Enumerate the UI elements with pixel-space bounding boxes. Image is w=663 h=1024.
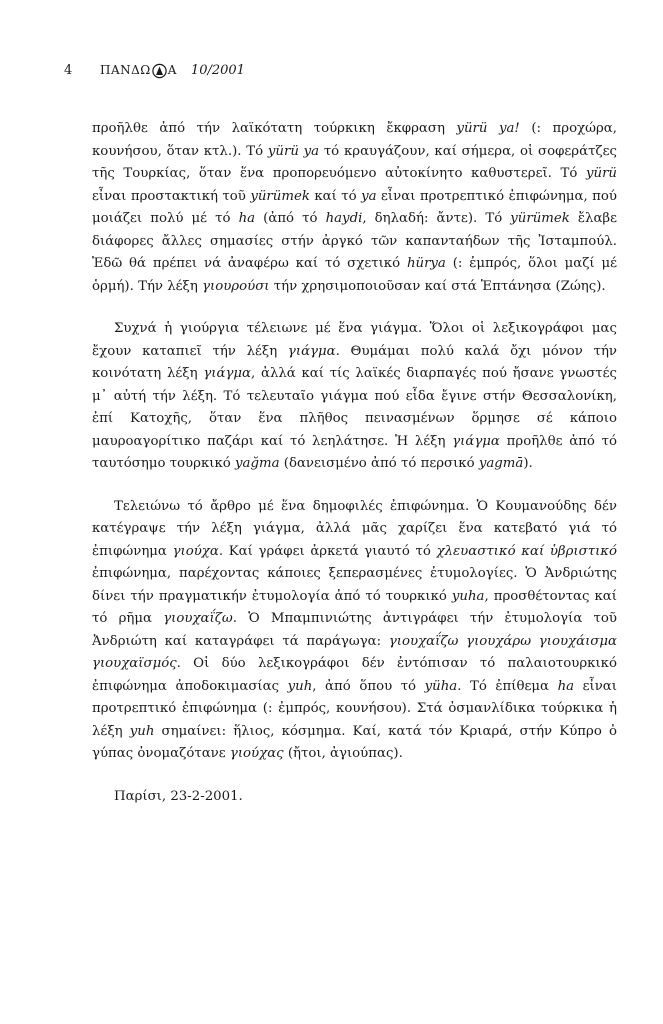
italic-term: γιάγμα: [287, 343, 336, 359]
text-run: . Οἱ δύο λεξικογράφοι δέν ἐντόπισαν τό παλαιοτουρκικό ἐπιφώνημα ἀποδοκιμασίας: [92, 656, 617, 694]
text-run: (δανεισμένο ἀπό τό περσικό: [279, 456, 479, 471]
italic-term: yürümek: [510, 211, 570, 226]
paragraph: [92, 118, 617, 298]
text-run: (ἀπό τό: [255, 211, 326, 226]
text-run: εἶναι προστακτική τοῦ: [92, 188, 251, 204]
italic-term: yagmā: [478, 456, 524, 471]
italic-term: hürya: [406, 256, 446, 271]
page-number: 4: [64, 63, 73, 78]
text-run: . Τό ἐπίθεμα: [457, 678, 558, 694]
text-run: τό κραυγάζουν, καί σήμερα, οἱ σοφεράτζες τῆς Τουρκίας, ὅταν ἕνα προπορευόμενο αὐτοκίνητο καθυστερεῖ. Τό: [92, 143, 617, 181]
text-run: προῆλθε ἀπό τό ταυτόσημο τουρκικό: [92, 433, 618, 471]
italic-term: γιάγμα: [203, 366, 252, 381]
italic-term: yürü ya: [267, 143, 320, 159]
text-run: . Καί γράφει ἀρκετά γιαυτό τό: [218, 543, 437, 559]
italic-term: yuh: [129, 723, 155, 739]
article-body: [92, 118, 617, 808]
text-run: Συχνά ἡ γιούργια τέλειωνε μέ ἕνα γιάγμα. Ὅλοι οἱ λεξικογράφοι μας ἔχουν καταπιεῖ τήν λέξη: [92, 321, 617, 359]
journal-title-right: Α: [167, 63, 177, 77]
text-run: ἔλαβε διάφορες ἄλλες σημασίες στήν ἀργκό τῶν καπανταήδων τῆς Ἰσταμπούλ. Ἐδῶ θά πρέπει νά ἀναφέρω καί τό σχετικό: [92, 211, 617, 271]
text-run: εἶναι προτρεπτικό ἐπιφώνημα (: ἐμπρός, κουνήσου). Στά ὀσμανλίδικα τούρκικα ἡ λέξη: [92, 678, 617, 739]
text-run: , ἀπό ὅπου τό: [312, 678, 425, 694]
text-run: προῆλθε ἀπό τήν λαϊκότατη τούρκικη ἔκφραση: [92, 121, 457, 136]
paragraph: [92, 318, 617, 476]
italic-term: ya: [361, 188, 377, 204]
italic-term: γιουχαΐζω γιουχάρω γιουχάισμα γιουχαϊσμός: [92, 633, 617, 671]
italic-term: γιούχα: [172, 543, 219, 559]
text-run: (ἤτοι, ἀγιούπας).: [283, 746, 403, 761]
text-run: σημαίνει: ἥλιος, κόσμημα. Καί, κατά τόν Κριαρά, στήν Κύπρο ὁ γύπας ὀνομαζότανε: [92, 723, 617, 761]
running-header: [64, 62, 245, 79]
paragraph: [92, 496, 617, 766]
italic-term: γιουρούσι: [202, 278, 270, 294]
italic-term: γιάγμα: [452, 433, 500, 449]
italic-term: ha: [238, 211, 256, 226]
italic-term: yürü: [586, 166, 617, 181]
italic-term: yürü ya!: [456, 121, 520, 136]
journal-title-left: ΠΑΝΔΩ: [100, 63, 151, 77]
italic-term: yağma: [235, 456, 280, 471]
italic-term: yuha: [451, 588, 485, 604]
text-run: καί τό: [309, 188, 362, 204]
text-run: , προσθέτοντας καί τό ρῆμα: [92, 588, 617, 626]
text-run: , ἀλλά καί τίς λαϊκές διαρπαγές πού ἤσανε γνωστές μ᾽ αὐτή τήν λέξη. Τό τελευταῖο γιάγμα πού εἶδα ἔγινε στήν Θεσσαλονίκη, ἐπί Κατοχῆς, ὅταν ἕνα πλῆθος πεινασμένων ὅρμησε σέ κάποιο μαυροαγορίτικο παζάρι καί τό λεηλάτησε. Ἡ λέξη: [92, 366, 618, 449]
journal-logo-icon: [152, 63, 167, 79]
text-run: ).: [523, 456, 533, 471]
journal-title: [100, 62, 177, 79]
text-run: . Ὁ Μπαμπινιώτης ἀντιγράφει τήν ἐτυμολογία τοῦ Ἀνδριώτη καί καταγράφει τά παράγωγα:: [92, 611, 617, 649]
italic-term: χλευαστικό καί ὑβριστικό: [436, 543, 618, 559]
text-run: (: ἐμπρός, ὅλοι μαζί μέ ὁρμή). Τήν λέξη: [92, 256, 617, 294]
text-run: Παρίσι, 23-2-2001.: [114, 788, 243, 804]
text-run: εἶναι προτρεπτικό ἐπιφώνημα, πού μοιάζει πολύ μέ τό: [92, 188, 618, 226]
text-run: (: προχώρα, κουνήσου, ὅταν κτλ.). Τό: [92, 121, 618, 159]
text-run: . Θυμάμαι πολύ καλά ὄχι μόνον τήν κοινότατη λέξη: [92, 343, 618, 381]
italic-term: haydi: [325, 211, 363, 226]
italic-term: yürümek: [250, 188, 310, 204]
italic-term: γιούχας: [229, 746, 284, 761]
text-run: ἐπιφώνημα, παρέχοντας κάποιες ξεπερασμένες ἐτυμολογίες. Ὁ Ἀνδριώτης δίνει τήν πραγματικήν ἐτυμολογία ἀπό τό τουρκικό: [92, 566, 617, 604]
italic-term: yüha: [424, 678, 458, 694]
dateline: [92, 786, 617, 809]
italic-term: yuh: [287, 678, 313, 694]
text-run: Τελειώνω τό ἄρθρο μέ ἕνα δημοφιλές ἐπιφώνημα. Ὁ Κουμανούδης δέν κατέγραψε τήν λέξη γιάγμα, ἀλλά μᾶς χαρίζει ἕνα κατεβατό γιά τό ἐπιφώνημα: [92, 498, 617, 559]
issue-number: 10/2001: [190, 63, 245, 78]
text-run: , δηλαδή: ἄντε). Τό: [362, 211, 511, 226]
italic-term: ha: [557, 678, 575, 694]
italic-term: γιουχαΐζω: [163, 611, 233, 626]
text-run: τήν χρησιμοποιοῦσαν καί στά Ἑπτάνησα (Ζώης).: [269, 278, 606, 294]
